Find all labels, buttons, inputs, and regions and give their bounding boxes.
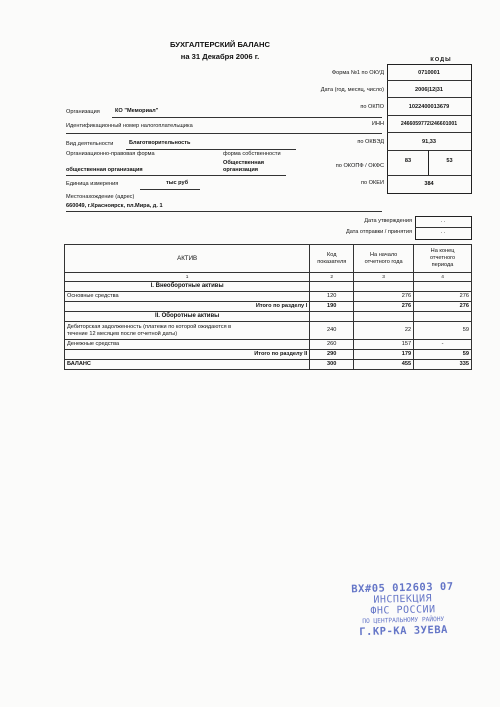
legal-form-label: Организационно-правовая форма bbox=[66, 151, 155, 157]
col-number: 1 bbox=[65, 273, 310, 282]
header-asset: АКТИВ bbox=[65, 245, 310, 273]
approve-value: . . bbox=[440, 218, 446, 224]
inn-label: ИНН bbox=[371, 121, 384, 127]
total-code: 290 bbox=[310, 350, 354, 360]
approve-label: Дата утверждения bbox=[364, 218, 412, 224]
tax-stamp bbox=[317, 580, 488, 639]
okei-value: 384 bbox=[424, 181, 434, 187]
unit-value: тыс руб bbox=[166, 180, 189, 186]
section2-row bbox=[65, 312, 472, 322]
section2-title: II. Оборотные активы bbox=[65, 312, 310, 322]
col-number: 2 bbox=[310, 273, 354, 282]
header-code: Код показателя bbox=[310, 245, 354, 273]
table-row bbox=[65, 340, 472, 350]
okfs-value: 53 bbox=[446, 158, 453, 164]
balance-row bbox=[65, 360, 472, 370]
okved-value: 91,33 bbox=[422, 139, 436, 145]
balance-name: БАЛАНС bbox=[65, 360, 310, 370]
row-start: 276 bbox=[354, 292, 414, 302]
header-start: На начало отчетного года bbox=[354, 245, 414, 273]
address-value: 660049, г.Красноярск, пл.Мира, д. 1 bbox=[66, 203, 163, 209]
activity-value: Благотворительность bbox=[129, 140, 191, 146]
codes-heading: КОДЫ bbox=[430, 57, 452, 63]
okopf-label: по ОКОПФ / ОКФС bbox=[335, 163, 384, 169]
date-label: Дата (год, месяц, число) bbox=[320, 87, 384, 93]
inn-value: 2466059772\246601001 bbox=[400, 121, 458, 127]
send-value: . . bbox=[440, 229, 446, 235]
okopf-value: 83 bbox=[404, 158, 412, 164]
row-end: 276 bbox=[414, 292, 472, 302]
col-number: 4 bbox=[414, 273, 472, 282]
okud-label: Форма №1 по ОКУД bbox=[331, 70, 384, 76]
activity-label: Вид деятельности bbox=[66, 141, 114, 147]
ownership-value: Общественная организация bbox=[223, 160, 265, 173]
table-row bbox=[65, 292, 472, 302]
total2-row bbox=[65, 350, 472, 360]
okpo-label: по ОКПО bbox=[360, 104, 384, 110]
document-title: БУХГАЛТЕРСКИЙ БАЛАНС bbox=[169, 40, 271, 49]
row-name: Денежные средства bbox=[65, 340, 310, 350]
inn-id-label: Идентификационный номер налогоплательщика bbox=[66, 123, 193, 129]
total-name: Итого по разделу II bbox=[65, 350, 310, 360]
row-end: - bbox=[414, 340, 472, 350]
total-end: 276 bbox=[414, 302, 472, 312]
total-start: 276 bbox=[354, 302, 414, 312]
table-header-row bbox=[65, 245, 472, 273]
stamp-line: ИНСПЕКЦИЯ bbox=[373, 593, 433, 606]
unit-label: Единица измерения bbox=[66, 181, 119, 187]
total-name: Итого по разделу I bbox=[65, 302, 310, 312]
table-row bbox=[65, 322, 472, 340]
col-number-row bbox=[65, 273, 472, 282]
total-start: 179 bbox=[354, 350, 414, 360]
row-code: 120 bbox=[310, 292, 354, 302]
total-code: 190 bbox=[310, 302, 354, 312]
row-start: 157 bbox=[354, 340, 414, 350]
col-number: 3 bbox=[354, 273, 414, 282]
section1-title: I. Внеоборотные активы bbox=[65, 282, 310, 292]
row-end: 59 bbox=[414, 322, 472, 340]
row-code: 240 bbox=[310, 322, 354, 340]
org-value: КО "Мемориал" bbox=[115, 108, 159, 114]
balance-end: 335 bbox=[414, 360, 472, 370]
balance-start: 455 bbox=[354, 360, 414, 370]
total1-row bbox=[65, 302, 472, 312]
row-start: 22 bbox=[354, 322, 414, 340]
balance-code: 300 bbox=[310, 360, 354, 370]
okved-label: по ОКВЭД bbox=[357, 139, 384, 145]
org-label: Организация bbox=[66, 109, 100, 115]
okud-value: 0710001 bbox=[418, 70, 440, 76]
address-label: Местонахождение (адрес) bbox=[66, 194, 135, 200]
row-name: Дебиторская задолженность (платежи по которой ожидаются в течение 12 месяцев после отчетной даты) bbox=[65, 322, 310, 340]
ownership-label: форма собственности bbox=[223, 151, 281, 157]
date-value: 2006|12|31 bbox=[414, 87, 444, 93]
okei-label: по ОКЕИ bbox=[360, 180, 384, 186]
stamp-line: ВХ#05 012603 07 bbox=[351, 580, 454, 596]
section1-row bbox=[65, 282, 472, 292]
document-subtitle: на 31 Декабря 2006 г. bbox=[180, 52, 260, 61]
okpo-value: 1022400013679 bbox=[408, 104, 450, 110]
total-end: 59 bbox=[414, 350, 472, 360]
stamp-line: ПО ЦЕНТРАЛЬНОМУ РАЙОНУ bbox=[362, 615, 445, 626]
row-code: 260 bbox=[310, 340, 354, 350]
legal-form-value: общественная организация bbox=[66, 167, 143, 173]
stamp-line: ФНС РОССИИ bbox=[370, 604, 436, 617]
balance-table bbox=[64, 244, 472, 370]
header-end: На конец отчетного периода bbox=[414, 245, 472, 273]
row-name: Основные средства bbox=[65, 292, 310, 302]
stamp-line: Г.КР-КА ЗУЕВА bbox=[359, 623, 449, 639]
send-label: Дата отправки / принятия bbox=[345, 229, 412, 235]
